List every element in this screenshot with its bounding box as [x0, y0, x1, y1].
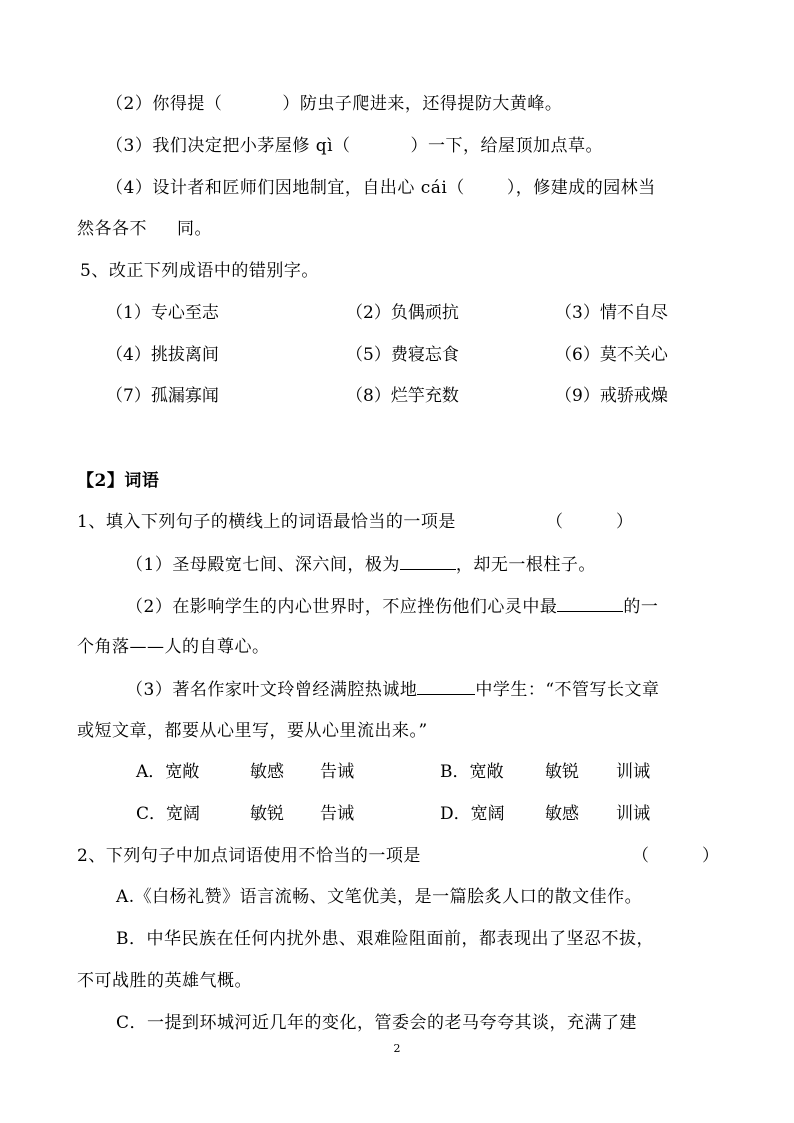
s2q1-sentence-2-cont: 个角落——人的自尊心。 — [77, 637, 270, 657]
s2q2-option-a: A.《白杨礼赞》语言流畅、文笔优美，是一篇脍炙人口的散文佳作。 — [116, 887, 643, 907]
s2q1-sentence-2 — [126, 595, 658, 618]
option-d-word-1: D．宽阔 — [440, 804, 505, 824]
q5-item-4: （4）挑拔离间 — [106, 345, 219, 365]
q4-item-2-pre: （2）你得提（ — [106, 94, 223, 114]
s2q2-option-c: C．一提到环城河近几年的变化，管委会的老马夸夸其谈，充满了建 — [116, 1013, 638, 1033]
s2q1-sentence-3-cont: 或短文章，都要从心里写，要从心里流出来。” — [77, 721, 428, 741]
option-b-word-1: B．宽敞 — [440, 762, 504, 782]
s2q2-stem: 2、下列句子中加点词语使用不恰当的一项是 — [77, 846, 421, 866]
s2q2-answer-paren: （ ） — [632, 846, 720, 866]
s2q1-sentence-3 — [126, 678, 660, 701]
s2q1-s1-pre: （1）圣母殿宽七间、深六间，极为 — [126, 555, 400, 575]
q5-item-5: （5）费寝忘食 — [346, 345, 459, 365]
q4-item-3 — [106, 135, 603, 157]
fill-blank — [417, 678, 475, 695]
s2q1-s2-pre: （2）在影响学生的内心世界时，不应挫伤他们心灵中最 — [126, 597, 558, 617]
q4-item-2-post: ）防虫子爬进来，还得提防大黄峰。 — [282, 94, 563, 114]
option-a-word-1: A．宽敞 — [136, 762, 200, 782]
s2q1-s2-post: 的一 — [623, 597, 659, 617]
option-b-word-3: 训诫 — [616, 762, 650, 782]
option-a-word-2: 敏感 — [250, 762, 284, 782]
q4-item-3-post: ）一下，给屋顶加点草。 — [410, 136, 604, 156]
q5-item-1: （1）专心至志 — [106, 303, 219, 323]
q4-item-4-post: ），修建成的园林当 — [506, 178, 656, 198]
q5-item-7: （7）孤漏寡闻 — [106, 386, 219, 406]
s2q1-stem-text: 1、填入下列句子的横线上的词语最恰当的一项是 — [77, 512, 456, 532]
fill-blank — [557, 595, 623, 612]
s2q1-answer-paren: （ ） — [546, 512, 634, 532]
fill-blank — [400, 553, 456, 570]
q4-item-4-continued — [77, 218, 212, 240]
s2q2-option-b: B．中华民族在任何内扰外患、艰难险阻面前，都表现出了坚忍不拔， — [116, 929, 654, 949]
option-c-word-1: C．宽阔 — [136, 804, 201, 824]
q5-item-6: （6）莫不关心 — [555, 345, 668, 365]
option-c-word-3: 告诫 — [320, 804, 354, 824]
q4-item-4 — [106, 177, 656, 199]
q4-item-3-pre: （3）我们决定把小茅屋修 qì（ — [106, 136, 351, 156]
q4-item-4-cont-a: 然各各不 — [77, 219, 147, 239]
option-c-word-2: 敏锐 — [250, 804, 284, 824]
s2q1-s1-post: ，却无一根柱子。 — [455, 555, 596, 575]
option-d-word-3: 训诫 — [616, 804, 650, 824]
q5-item-9: （9）戒骄戒燥 — [555, 386, 668, 406]
q5-item-8: （8）烂竽充数 — [346, 386, 459, 406]
section-heading: 【2】词语 — [77, 471, 160, 491]
q4-item-4-pre: （4）设计者和匠师们因地制宜，自出心 cái（ — [106, 178, 465, 198]
s2q1-s3-post: 中学生：“不管写长文章 — [475, 680, 660, 700]
option-b-word-2: 敏锐 — [545, 762, 579, 782]
q4-item-4-cont-b: 同。 — [177, 219, 212, 239]
q5-item-2: （2）负偶顽抗 — [346, 303, 459, 323]
option-d-word-2: 敏感 — [545, 804, 579, 824]
s2q1-stem — [77, 511, 456, 533]
q5-title: 5、改正下列成语中的错别字。 — [80, 261, 319, 281]
s2q1-sentence-1 — [126, 553, 596, 576]
s2q2-option-b-cont: 不可战胜的英雄气概。 — [77, 971, 252, 991]
q4-item-2 — [106, 93, 562, 115]
page-number: 2 — [393, 1042, 401, 1055]
q5-item-3: （3）情不自尽 — [555, 303, 668, 323]
s2q1-s3-pre: （3）著名作家叶文玲曾经满腔热诚地 — [126, 680, 418, 700]
option-a-word-3: 告诫 — [320, 762, 354, 782]
